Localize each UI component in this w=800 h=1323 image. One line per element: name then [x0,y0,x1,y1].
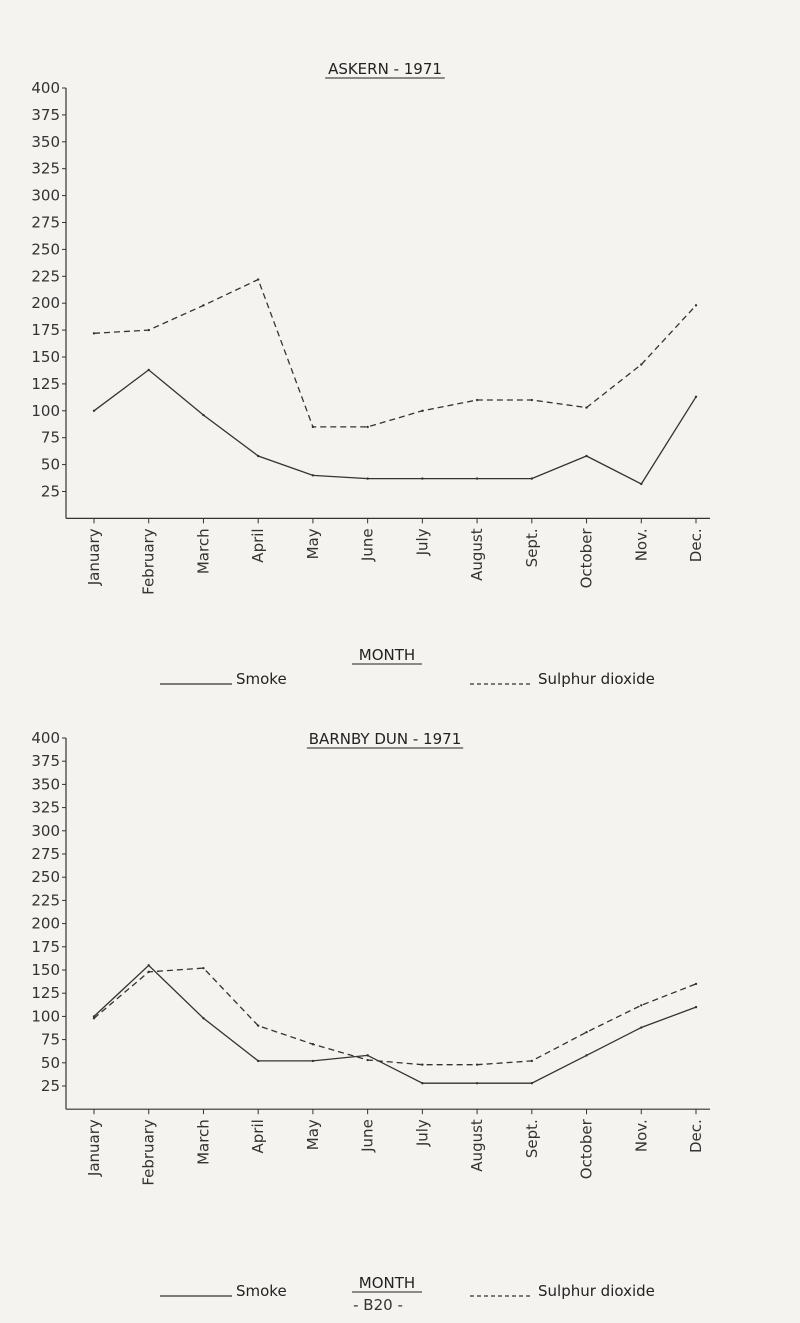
data-point [257,455,259,457]
x-tick-label: August [468,528,487,581]
data-point [476,399,478,401]
x-tick-label: February [139,1119,158,1186]
y-tick-label: 400 [31,729,60,747]
data-point [312,1060,314,1062]
data-point [366,1054,368,1056]
x-tick-label: Sept. [522,528,541,568]
y-tick-label: 100 [31,401,60,420]
data-point [585,1054,587,1056]
legend-sulphur-dioxide: Sulphur dioxide [538,670,655,688]
y-tick-label: 300 [31,821,60,840]
data-point [312,1043,314,1045]
data-point [257,1060,259,1062]
data-point [640,1026,642,1028]
y-tick-label: 300 [31,186,60,205]
data-point [93,332,95,334]
y-tick-label: 350 [31,775,60,794]
y-tick-label: 325 [31,159,60,178]
x-tick-label: April [249,1119,268,1154]
y-tick-label: 75 [40,428,60,447]
x-tick-label: July [413,528,432,556]
y-tick-label: 275 [31,213,60,232]
y-tick-label: 125 [31,374,60,393]
data-point [202,414,204,416]
x-tick-label: October [577,528,596,589]
sulphur-dioxide-line [94,280,696,427]
x-tick-label: Dec. [687,528,705,563]
y-tick-label: 175 [31,937,60,956]
x-tick-label: April [249,528,268,563]
data-point [257,278,259,280]
x-tick-label: July [413,1119,432,1147]
y-tick-label: 325 [31,798,60,817]
x-tick-label: May [303,1119,322,1151]
data-point [585,406,587,408]
data-point [148,329,150,331]
y-tick-label: 25 [40,482,60,501]
data-point [202,967,204,969]
data-point [421,410,423,412]
data-point [640,363,642,365]
x-tick-label: Dec. [687,1119,705,1153]
y-tick-label: 375 [31,752,60,771]
data-point [202,1017,204,1019]
smoke-line [94,965,696,1083]
data-point [93,410,95,412]
x-tick-label: June [358,1119,377,1152]
legend-smoke: Smoke [236,670,287,688]
data-point [585,1031,587,1033]
data-point [421,1082,423,1084]
legend-smoke: Smoke [236,1282,287,1300]
x-tick-label: March [194,528,213,575]
x-tick-label: March [194,1119,213,1165]
smoke-line [94,370,696,484]
data-point [531,1060,533,1062]
data-point [366,426,368,428]
data-point [476,1082,478,1084]
y-tick-label: 100 [31,1007,60,1026]
x-tick-label: January [85,1119,103,1177]
data-point [366,477,368,479]
y-tick-label: 150 [31,961,60,979]
data-point [202,304,204,306]
y-tick-label: 225 [31,891,60,910]
data-point [148,369,150,371]
data-point [257,1024,259,1026]
y-tick-label: 200 [31,914,60,933]
x-tick-label: Sept. [522,1119,541,1159]
data-point [531,477,533,479]
data-point [695,304,697,306]
barnby-dun-chart [31,729,710,1300]
x-tick-label: August [468,1119,487,1172]
data-point [585,455,587,457]
data-point [421,1063,423,1065]
data-point [312,426,314,428]
x-tick-label: October [577,1119,596,1180]
data-point [476,1063,478,1065]
chart-title: BARNBY DUN - 1971 [308,730,462,748]
x-axis-label: MONTH [358,1274,416,1292]
legend-sulphur-dioxide: Sulphur dioxide [538,1282,655,1300]
x-tick-label: Nov. [632,1119,651,1153]
data-point [148,971,150,973]
sulphur-dioxide-line [94,968,696,1065]
data-point [312,474,314,476]
x-tick-label: January [85,528,103,586]
y-tick-label: 50 [40,1053,60,1072]
x-tick-label: February [139,528,158,595]
y-tick-label: 125 [31,984,60,1003]
x-tick-label: June [358,528,377,562]
data-point [148,964,150,966]
y-tick-label: 25 [40,1077,60,1095]
data-point [695,1006,697,1008]
data-point [476,477,478,479]
data-point [366,1059,368,1061]
y-tick-label: 75 [40,1030,60,1049]
data-point [531,399,533,401]
x-tick-label: May [303,528,322,560]
y-tick-label: 200 [31,294,60,313]
y-tick-label: 150 [31,348,60,366]
data-point [531,1082,533,1084]
x-axis-label: MONTH [358,646,416,664]
y-tick-label: 225 [31,267,60,286]
data-point [695,396,697,398]
y-tick-label: 175 [31,321,60,340]
data-point [421,477,423,479]
data-point [640,1004,642,1006]
data-point [93,1017,95,1019]
y-tick-label: 50 [40,455,60,474]
y-tick-label: 250 [31,868,60,887]
x-tick-label: Nov. [632,528,651,562]
y-tick-label: 275 [31,845,60,863]
askern-chart [31,60,710,688]
y-tick-label: 350 [31,132,60,151]
y-tick-label: 375 [31,105,60,124]
data-point [695,983,697,985]
data-point [640,483,642,485]
page-number: - B20 - [353,1296,403,1314]
y-tick-label: 250 [31,240,60,259]
chart-title: ASKERN - 1971 [328,60,442,78]
y-tick-label: 400 [31,79,60,97]
